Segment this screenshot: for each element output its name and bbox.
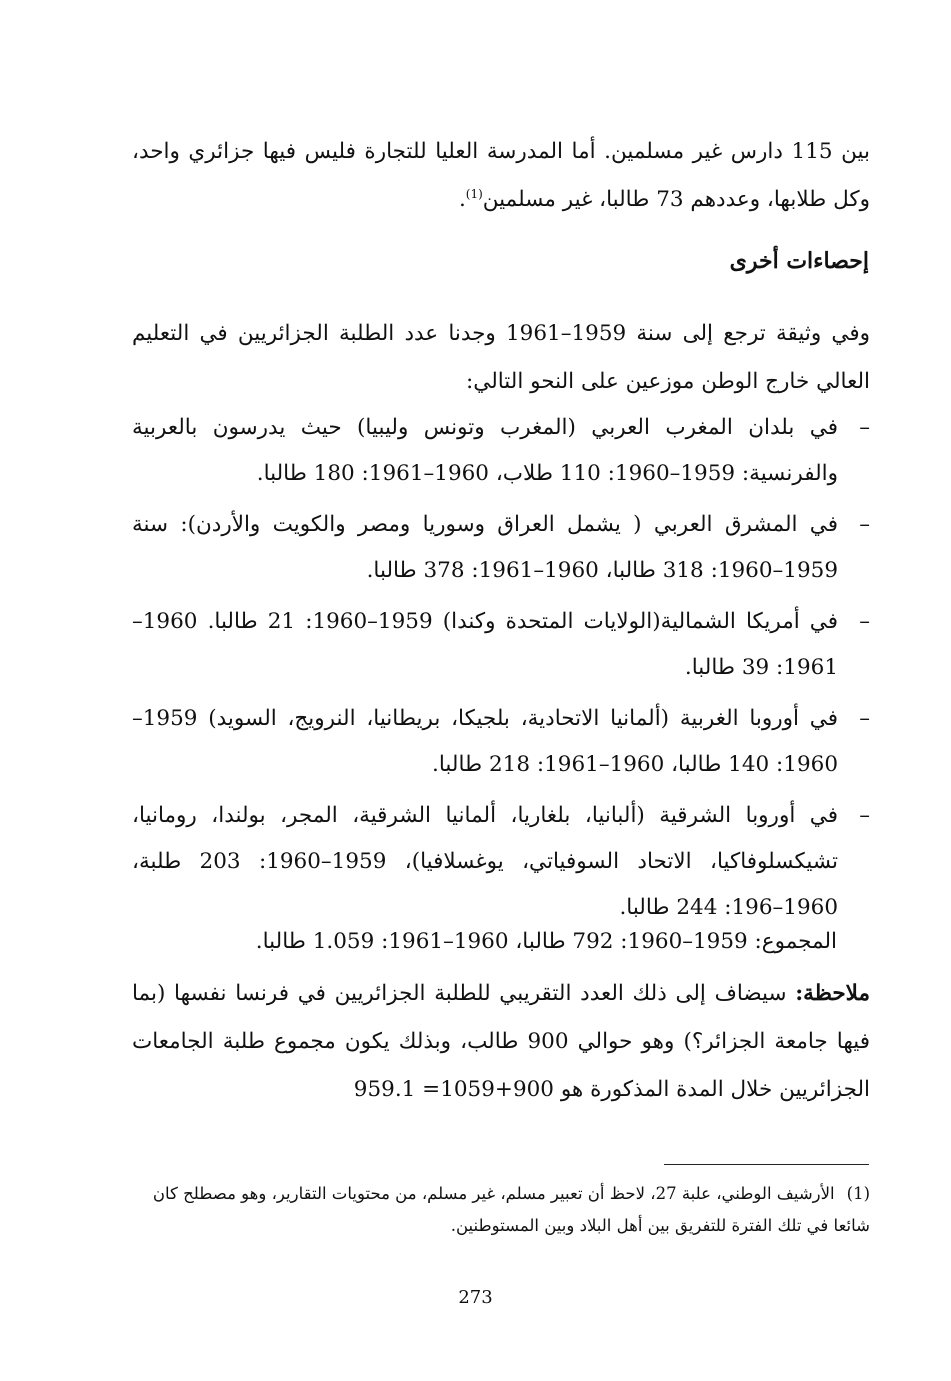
list-item-text: في أمريكا الشمالية(الولايات المتحدة وكندا) 1959–1960: 21 طالبا. 1960–1961: 39 طالبا. bbox=[132, 609, 838, 680]
footnote-number: (1) bbox=[846, 1184, 870, 1203]
list-dash: – bbox=[859, 609, 870, 634]
note-paragraph bbox=[132, 970, 870, 1114]
footnote-divider bbox=[664, 1164, 869, 1165]
list-item-text: في أوروبا الغربية (ألمانيا الاتحادية، بلجيكا، بريطانيا، النرويج، السويد) 1959–1960: 140 طالبا، 1960–1961: 218 طالبا. bbox=[132, 706, 838, 777]
body-paragraph-text: وفي وثيقة ترجع إلى سنة 1959–1961 وجدنا عدد الطلبة الجزائريين في التعليم العالي خارج الوطن موزعين على النحو التالي: bbox=[132, 321, 870, 394]
list-dash: – bbox=[859, 803, 870, 828]
note-text: سيضاف إلى ذلك العدد التقريبي للطلبة الجزائريين في فرنسا نفسها (بما فيها جامعة الجزائر؟) وهو حوالي 900 طالب، وبذلك يكون مجموع طلبة الجامعات الجزائريين خلال المدة المذكورة هو 900+1059= 959.1 bbox=[132, 981, 870, 1102]
list-item-text: في المشرق العربي ( يشمل العراق وسوريا ومصر والكويت والأردن): سنة 1959–1960: 318 طالبا، 1960–1961: 378 طالبا. bbox=[132, 512, 838, 583]
list-item-text: في أوروبا الشرقية (ألبانيا، بلغاريا، ألمانيا الشرقية، المجر، بولندا، رومانيا، تشيكسلوفاكيا، الاتحاد السوفياتي، يوغسلافيا)، 1959–1960: 203 طلبة، 1960–196: 244 طالبا. bbox=[132, 803, 838, 920]
body-paragraph bbox=[132, 310, 870, 406]
list-dash: – bbox=[859, 706, 870, 731]
list-item bbox=[132, 599, 870, 691]
region-list bbox=[132, 405, 870, 936]
footnote-reference: (1) bbox=[465, 186, 483, 201]
footnote bbox=[132, 1178, 870, 1242]
intro-paragraph bbox=[132, 128, 870, 224]
footnote-text: الأرشيف الوطني، علبة 27، لاحظ أن تعبير مسلم، غير مسلم، من محتويات التقارير، وهو مصطلح كان شائعا في تلك الفترة للتفريق بين أهل البلاد وبين المستوطنين. bbox=[152, 1184, 870, 1235]
list-item bbox=[132, 793, 870, 931]
total-line: المجموع: 1959–1960: 792 طالبا، 1960–1961: 1.059 طالبا. bbox=[255, 929, 837, 954]
intro-end: . bbox=[458, 187, 466, 212]
note-label: ملاحظة: bbox=[795, 981, 870, 1006]
list-item bbox=[132, 696, 870, 788]
list-dash: – bbox=[859, 415, 870, 440]
page-number: 273 bbox=[458, 1287, 493, 1308]
list-item-text: في بلدان المغرب العربي (المغرب وتونس وليبيا) حيث يدرسون بالعربية والفرنسية: 1959–1960: 110 طلاب، 1960–1961: 180 طالبا. bbox=[132, 415, 838, 486]
section-heading: إحصاءات أخرى bbox=[729, 248, 869, 274]
list-dash: – bbox=[859, 512, 870, 537]
list-item bbox=[132, 502, 870, 594]
intro-text: بين 115 دارس غير مسلمين. أما المدرسة العليا للتجارة فليس فيها جزائري واحد، وكل طلابها، وعددهم 73 طالبا، غير مسلمين bbox=[132, 139, 870, 212]
list-item bbox=[132, 405, 870, 497]
